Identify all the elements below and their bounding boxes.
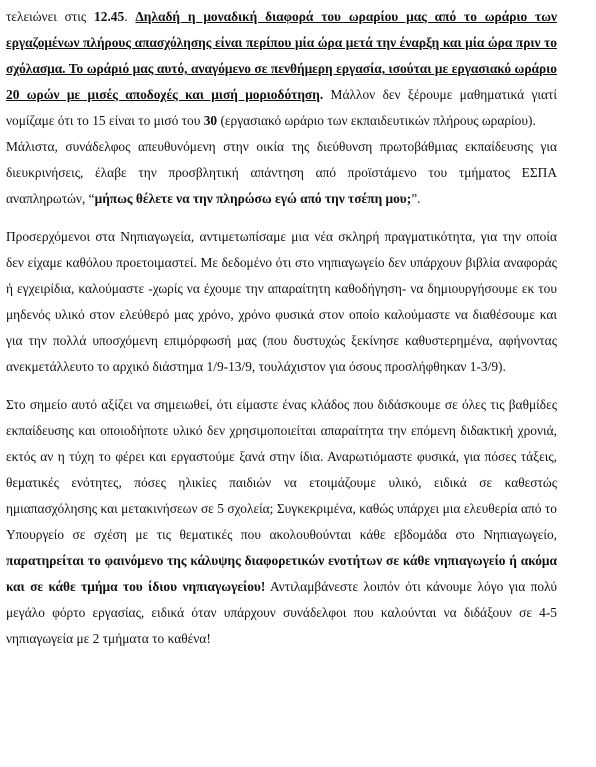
text-segment: τελειώνει στις (6, 9, 95, 24)
paragraph-kindergarten: Προσερχόμενοι στα Νηπιαγωγεία, αντιμετωπίσαμε μια νέα σκληρή πραγματικότητα, για την οποία δεν είχαμε καθόλου προετοιμαστεί. Με δεδομένο ότι στο νηπιαγωγείο δεν υπάρχουν βιβλία αναφοράς ή εγχειρίδια, καλούμαστε -χωρίς να έχουμε την απαραίτητη καθοδήγηση- να δημιουργήσουμε εκ του μηδενός υλικό στον ελεύθερό μας χρόνο, χρόνο φυσικά στον οποίο καλούμαστε να διαθέσουμε και για την πολλά υποσχόμενη επιμόρφωσή μας (που δυστυχώς ξεκίνησε καθυστερημένα, αφήνοντας ανεκμετάλλευτο το αρχικό διάστημα 1/9-13/9, τουλάχιστον για όσους προσλήφθηκαν 1-3/9). (6, 229, 557, 374)
paragraph-workload (6, 392, 557, 652)
end-time: 12.45 (94, 9, 125, 24)
text-segment: Μάλλον δεν ξέρουμε μαθηματικά γιατί νομίζαμε ότι το 15 είναι το μισό του (6, 87, 557, 128)
text-segment: . (124, 9, 136, 24)
paragraph-gap (6, 212, 557, 224)
full-hours-number: 30 (203, 113, 218, 128)
quoted-reply: μήπως θέλετε να την πληρώσω εγώ από την τσέπη μου; (94, 191, 412, 206)
text-segment: Στο σημείο αυτό αξίζει να σημειωθεί, ότι είμαστε ένας κλάδος που διδάσκουμε σε όλες τις βαθμίδες εκπαίδευσης και οποιοδήποτε υλικό δεν χρησιμοποιείται απαραίτητα την επόμενη διδακτική χρονιά, εκτός αν η τύχη το φέρει και εργαστούμε ξανά στην ίδια. Αναρωτιόμαστε φυσικά, για πόσες τάξεις, θεματικές ενότητες, πόσες ηλικίες παιδιών να ετοιμάζουμε υλικό, ειδικά σε καθεστώς ημιαπασχόλησης και μετακινήσεων σε 5 σχολεία; Συγκεκριμένα, καθώς υπάρχει μια ελευθερία από το Υπουργείο σε σχέση με τις θεματικές που ακολουθούνται κάθε εβδομάδα στο Νηπιαγωγείο, (6, 397, 557, 542)
paragraph-schedule (6, 4, 557, 134)
paragraph-gap (6, 380, 557, 392)
schedule-emphasis: Δηλαδή η μοναδική διαφορά του ωραρίου μας από το ωράριο των εργαζομένων πλήρους απασχόλησης είναι περίπου μία ώρα μετά την έναρξη και μία ώρα πριν το σχόλασμα. Το ωράριό μας αυτό, αναγόμενο σε πενθήμερη εργασία, ισούται με εργασιακό ωράριο 20 ωρών με μισές αποδοχές και μισή μοριοδότηση (6, 9, 558, 102)
workload-emphasis: παρατηρείται το φαινόμενο της κάλυψης διαφορετικών ενοτήτων σε κάθε νηπιαγωγείο ή ακόμα και σε κάθε τμήμα του ίδιου νηπιαγωγείου! (6, 553, 557, 594)
text-segment: Αντιλαμβάνεστε λοιπόν ότι κάνουμε λόγο για πολύ μεγάλο φόρτο εργασίας, ειδικά όταν υπάρχουν συνάδελφοι που καλούνται να διδάξουν σε 4-5 νηπιαγωγεία με 2 τμήματα το καθένα! (6, 579, 557, 646)
text-segment: . (319, 87, 324, 102)
text-segment: ”. (411, 191, 421, 206)
document-page (6, 4, 557, 652)
paragraph-complaint (6, 134, 557, 212)
text-segment: Μάλιστα, συνάδελφος απευθυνόμενη στην οικία της διεύθυνση πρωτοβάθμιας εκπαίδευσης για διευκρινήσεις, έλαβε την προσβλητική απάντηση από προϊστάμενο του τμήματος ΕΣΠΑ αναπληρωτών, “ (6, 139, 557, 206)
text-segment: (εργασιακό ωράριο των εκπαιδευτικών πλήρους ωραρίου). (217, 113, 536, 128)
